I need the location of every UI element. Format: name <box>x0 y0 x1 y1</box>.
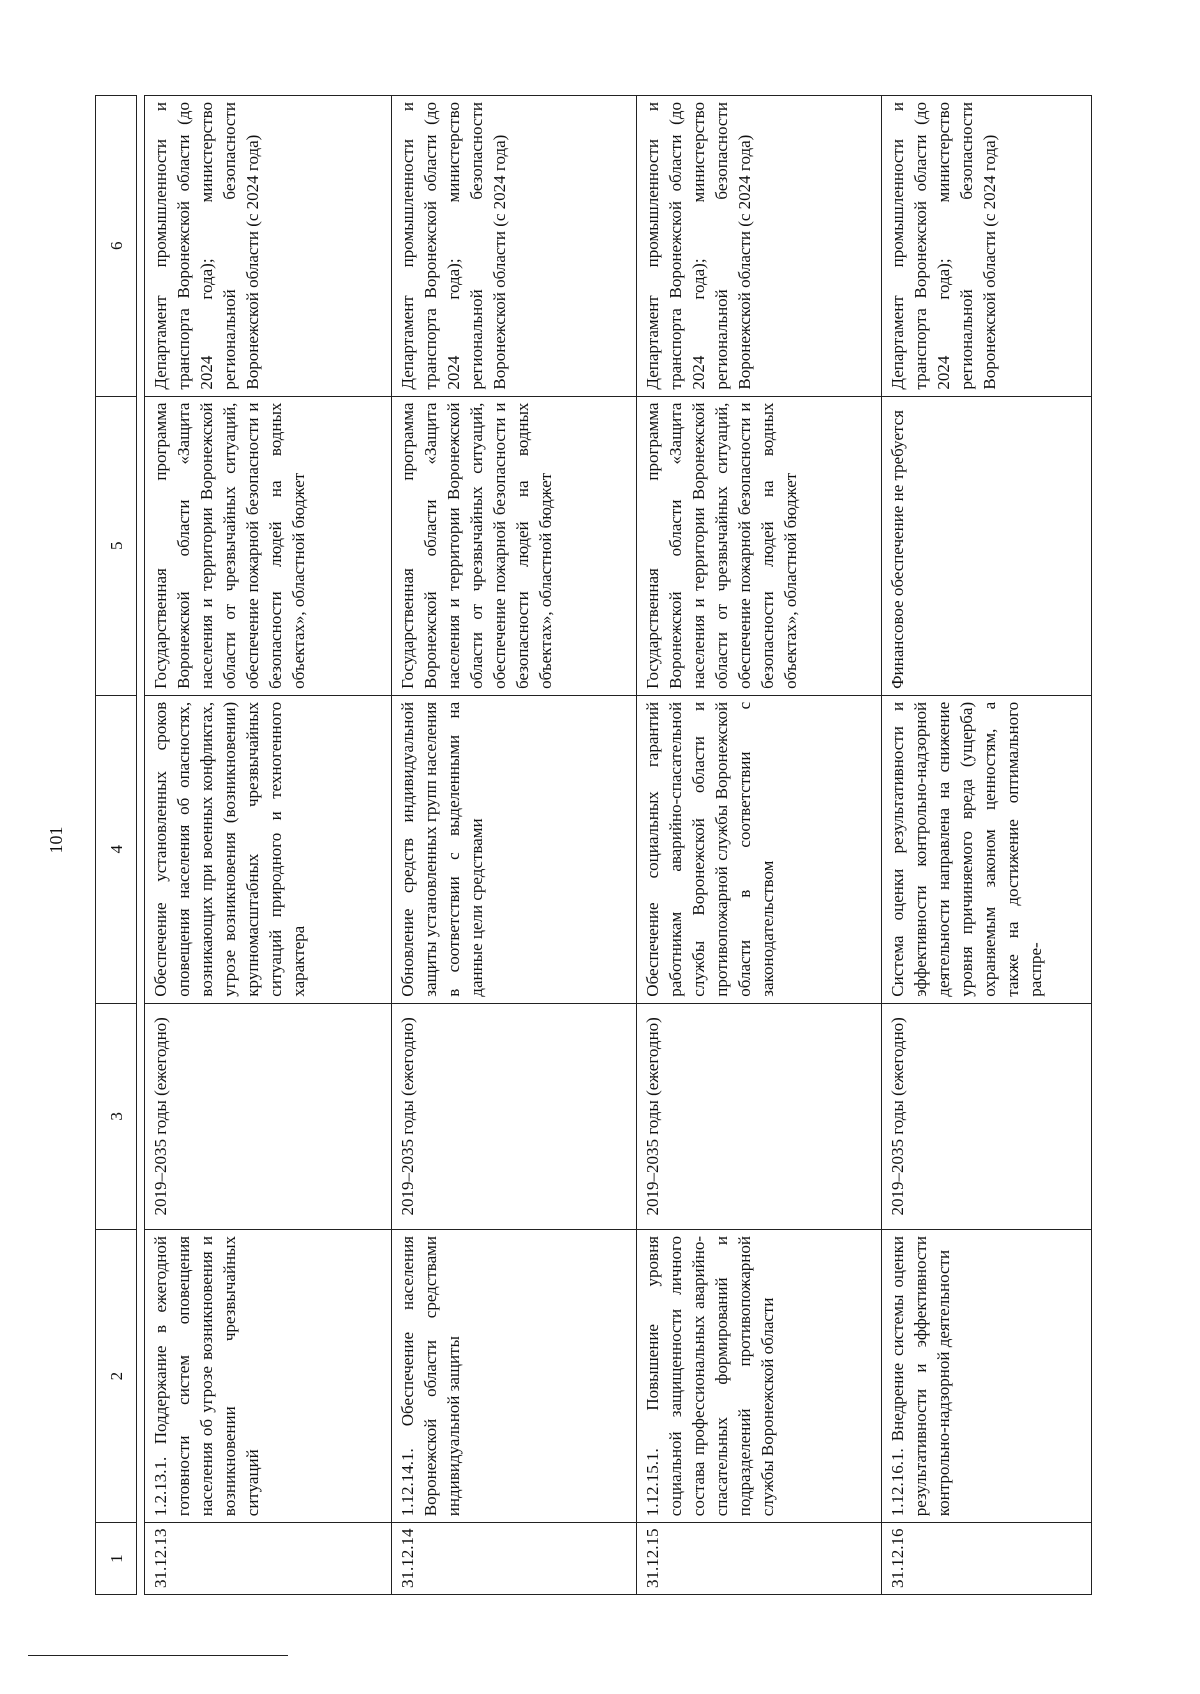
row-number: 31.12.13 <box>145 1523 392 1595</box>
activity-cell: 1.2.13.1. Поддержание в ежегодной готовности систем оповещения населения об угрозе возникновения и возникновении чрезвычайных ситуаций <box>145 1230 392 1523</box>
funding-cell: Государственная программа Воронежской области «Защита населения и территории Воронежской области от чрезвычайных ситуаций, обеспечение пожарной безопасности и безопасности людей на водных объектах», областной бюджет <box>637 396 882 695</box>
table-row <box>882 96 1092 1595</box>
responsible-cell: Департамент промышленности и транспорта Воронежской области (до 2024 года); министерство региональной безопасности Воронежской области (с 2024 года) <box>145 96 392 397</box>
period-cell: 2019–2035 годы (ежегодно) <box>637 1003 882 1229</box>
table-spacer <box>137 96 145 1595</box>
row-number: 31.12.16 <box>882 1523 1092 1595</box>
measures-table <box>95 95 1092 1595</box>
header-col-5: 5 <box>96 396 137 695</box>
table-row <box>145 96 392 1595</box>
rotated-page-content <box>95 95 1105 1595</box>
header-col-1: 1 <box>96 1523 137 1595</box>
responsible-cell: Департамент промышленности и транспорта Воронежской области (до 2024 года); министерство региональной безопасности Воронежской области (с 2024 года) <box>637 96 882 397</box>
responsible-cell: Департамент промышленности и транспорта Воронежской области (до 2024 года); министерство региональной безопасности Воронежской области (с 2024 года) <box>392 96 637 397</box>
period-cell: 2019–2035 годы (ежегодно) <box>882 1003 1092 1229</box>
table-row <box>637 96 882 1595</box>
footnote-separator <box>28 1655 288 1656</box>
result-cell: Обеспечение установленных сроков оповещения населения об опасностях, возникающих при военных конфликтах, угрозе возникновения (возникновении) крупномасштабных чрезвычайных ситуаций природного и техногенного характера <box>145 695 392 1003</box>
header-col-3: 3 <box>96 1003 137 1229</box>
header-col-4: 4 <box>96 695 137 1003</box>
period-cell: 2019–2035 годы (ежегодно) <box>145 1003 392 1229</box>
responsible-cell: Департамент промышленности и транспорта Воронежской области (до 2024 года); министерство региональной безопасности Воронежской области (с 2024 года) <box>882 96 1092 397</box>
period-cell: 2019–2035 годы (ежегодно) <box>392 1003 637 1229</box>
funding-cell: Государственная программа Воронежской области «Защита населения и территории Воронежской области от чрезвычайных ситуаций, обеспечение пожарной безопасности и безопасности людей на водных объектах», областной бюджет <box>392 396 637 695</box>
activity-cell: 1.12.15.1. Повышение уровня социальной защищенности личного состава профессиональных аварийно-спасательных формирований и подразделений противопожарной службы Воронежской области <box>637 1230 882 1523</box>
header-col-6: 6 <box>96 96 137 397</box>
activity-cell: 1.12.14.1. Обеспечение населения Воронежской области средствами индивидуальной защиты <box>392 1230 637 1523</box>
column-number-row <box>96 96 137 1595</box>
page-number: 101 <box>46 826 66 854</box>
result-cell: Обеспечение социальных гарантий работникам аварийно-спасательной службы Воронежской области и противопожарной службы Воронежской области в соответствии с законодательством <box>637 695 882 1003</box>
result-cell: Обновление средств индивидуальной защиты установленных групп населения в соответствии с выделенными на данные цели средствами <box>392 695 637 1003</box>
activity-cell: 1.12.16.1. Внедрение системы оценки результативности и эффективности контрольно-надзорной деятельности <box>882 1230 1092 1523</box>
table-row <box>392 96 637 1595</box>
row-number: 31.12.14 <box>392 1523 637 1595</box>
funding-cell: Финансовое обеспечение не требуется <box>882 396 1092 695</box>
result-cell: Система оценки результативности и эффективности контрольно-надзорной деятельности направлена на снижение уровня причиняемого вреда (ущерба) охраняемым законом ценностям, а также на достижение оптимального распре- <box>882 695 1092 1003</box>
funding-cell: Государственная программа Воронежской области «Защита населения и территории Воронежской области от чрезвычайных ситуаций, обеспечение пожарной безопасности и безопасности людей на водных объектах», областной бюджет <box>145 396 392 695</box>
row-number: 31.12.15 <box>637 1523 882 1595</box>
header-col-2: 2 <box>96 1230 137 1523</box>
